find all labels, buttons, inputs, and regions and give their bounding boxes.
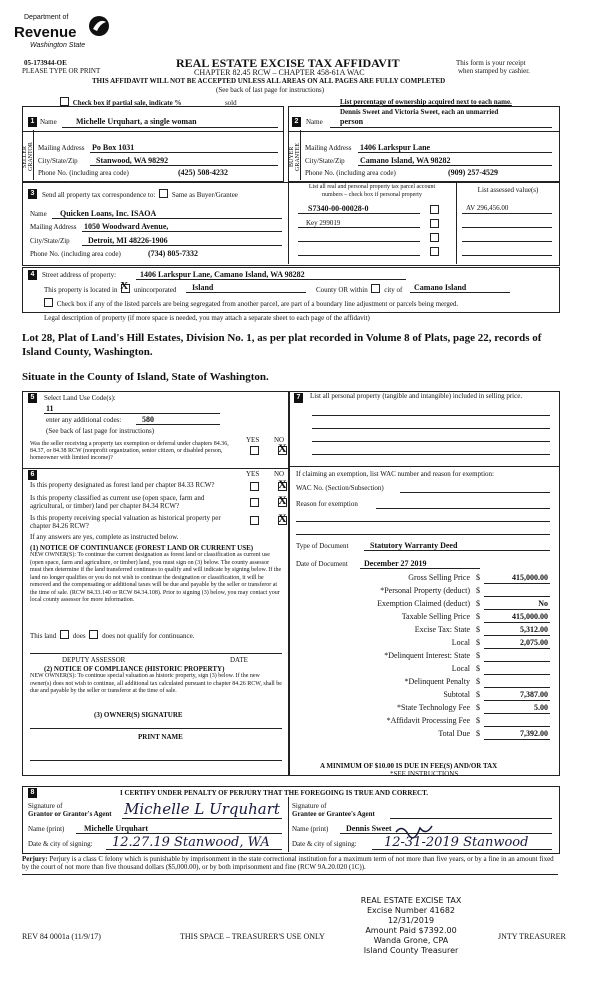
tax-row-label: Local: [451, 638, 470, 647]
seller-city-line: [90, 165, 278, 166]
unincorporated-x-mark: X: [120, 280, 129, 292]
county-label: County OR within: [316, 286, 368, 294]
tax-row-dollar: $: [476, 716, 480, 725]
grantee-name-label: Name (print): [292, 825, 329, 833]
q3-no-x-mark: X: [278, 511, 287, 525]
grantee-sig-label-1: Signature of: [292, 802, 327, 810]
land-use-line: [44, 413, 220, 414]
correspondence-send-label: Send all property tax correspondence to:: [42, 191, 156, 199]
buyer-phone-label: Phone No. (including area code): [305, 169, 396, 177]
reason-line-2: [296, 521, 550, 522]
grantor-sig-line: [122, 818, 282, 819]
grantee-name-line: [340, 833, 552, 834]
tax-row-label: Taxable Selling Price: [401, 612, 470, 621]
receipt-note-1: This form is your receipt: [456, 59, 526, 67]
grantee-date-line: [372, 849, 552, 850]
tax-row-line: [484, 622, 550, 623]
dept-small-text: Department of: [24, 14, 69, 21]
see-back-note: (See back of last page for instructions): [216, 86, 325, 94]
form-warning: THIS AFFIDAVIT WILL NOT BE ACCEPTED UNLESS ALL AREAS ON ALL PAGES ARE FULLY COMPLETED: [92, 77, 446, 85]
land-use-label: Select Land Use Code(s):: [44, 394, 116, 402]
seller-name-divider: [22, 131, 283, 132]
doc-date-line: [360, 568, 480, 569]
buyer-phone[interactable]: (909) 257-4529: [448, 168, 498, 177]
reason-line-1: [376, 508, 550, 509]
revenue-logo: [6, 10, 116, 60]
street-line: [136, 279, 406, 280]
recording-stamp: [340, 896, 482, 964]
tax-row-dollar: $: [476, 638, 480, 647]
see-instructions: *SEE INSTRUCTIONS: [390, 770, 459, 778]
stamp-line-1: REAL ESTATE EXCISE TAX: [360, 896, 462, 905]
dept-big-text: Revenue: [14, 24, 77, 41]
corr-city-label: City/State/Zip: [30, 237, 70, 245]
tax-row-dollar: $: [476, 599, 480, 608]
county-row: [316, 284, 402, 294]
print-name-line: [30, 760, 282, 761]
perjury-note: [22, 855, 562, 871]
grantee-date-city[interactable]: 12-31-2019 Stanwood: [384, 835, 529, 850]
exemption-no-checkbox[interactable]: [278, 441, 287, 455]
wac-label: WAC No. (Section/Subsection): [296, 484, 384, 492]
grantor-date-line: [106, 849, 282, 850]
q2-no-x-mark: X: [278, 493, 287, 507]
tax-row-dollar: $: [476, 573, 480, 582]
land-use-no: NO: [274, 436, 285, 444]
land-use-yes: YES: [246, 436, 260, 444]
buyer-address[interactable]: 1406 Larkspur Lane: [360, 143, 431, 152]
corr-name-label: Name: [30, 210, 47, 218]
notice1-text: NEW OWNER(S): To continue the current designation as forest land or classification as current use (open space, farm and agriculture, or timber) land, you must sign on (3) below. The county assessor must then determine if the land transferred continues to qualify and will indicate by signing below. If the land no longer qualifies or you do not wish to continue the designation or classification, it will be removed and the compensating or additional taxes will be due and payable by the seller or transferor at the time of sale. (RCW 84.33.140 or RCW 84.34.108). Prior to signing (3) below, you may contact your local county assessor for more information.: [30, 552, 282, 603]
tax-row-dollar: $: [476, 703, 480, 712]
assessed-line-3: [462, 241, 552, 242]
form-revision: REV 84 0001a (11/9/17): [22, 932, 101, 941]
q3-no-checkbox[interactable]: [278, 511, 287, 525]
tax-row-value[interactable]: 5.00: [534, 703, 548, 712]
corr-name-line: [52, 218, 282, 219]
seller-name-label: Name: [40, 118, 57, 126]
parcel-2[interactable]: Key 299019: [306, 219, 341, 227]
grantee-date-city-label: Date & city of signing:: [292, 840, 357, 848]
form-id: 05-173944-OE: [24, 59, 67, 67]
tax-row-line: [484, 726, 550, 727]
q3-yes-checkbox[interactable]: [250, 516, 259, 525]
doc-type[interactable]: Statutory Warranty Deed: [370, 541, 458, 550]
stamp-line-4: Amount Paid $7392.00: [365, 926, 457, 935]
form-title: REAL ESTATE EXCISE TAX AFFIDAVIT: [176, 56, 400, 70]
partial-sale-label: Check box if partial sale, indicate %: [72, 99, 182, 107]
q2-current-use: Is this property classified as current use (open space, farm and agricultural, or timber) land per chapter 84.34 RCW?: [30, 494, 205, 510]
state-text: Washington State: [30, 42, 86, 49]
section-4-badge: 4: [28, 270, 37, 280]
tax-row-value[interactable]: 2,075.00: [520, 638, 548, 647]
does-not-checkbox[interactable]: [89, 630, 98, 639]
tax-row-label: Total Due: [438, 729, 470, 738]
same-as-buyer-label: Same as Buyer/Grantee: [171, 191, 238, 199]
deputy-label: DEPUTY ASSESSOR: [62, 656, 126, 664]
perjury-title: Perjury:: [22, 855, 48, 863]
tax-row-label: Local: [451, 664, 470, 673]
grantor-date-city-label: Date & city of signing:: [28, 840, 93, 848]
tax-row-line: [484, 661, 550, 662]
section-7-badge: 7: [294, 393, 303, 403]
grantor-name[interactable]: Michelle Urquhart: [84, 824, 149, 833]
grantor-signature[interactable]: Michelle L Urquhart: [124, 800, 280, 818]
personal-line-3: [312, 441, 550, 442]
corr-address[interactable]: 1050 Woodward Avenue,: [84, 222, 169, 231]
section-8-badge: 8: [28, 788, 37, 798]
seller-name-line: [62, 127, 278, 128]
deputy-date-label: DATE: [230, 656, 248, 664]
stamp-line-5: Wanda Grone, CPA: [373, 936, 449, 945]
tax-row-line: [484, 648, 550, 649]
section7-divider: [288, 466, 559, 467]
buyer-name-line: [330, 127, 552, 128]
doc-type-line: [364, 550, 550, 551]
q2-no-checkbox[interactable]: [278, 493, 287, 507]
tax-row-label: Excise Tax: State: [414, 625, 470, 634]
reason-line-3: [296, 534, 550, 535]
section-6-badge: 6: [28, 470, 37, 480]
assessed-header: List assessed value(s): [477, 186, 539, 194]
seller-address-line: [90, 152, 278, 153]
buyer-city-line: [358, 165, 552, 166]
corr-phone[interactable]: (734) 805-7332: [148, 249, 198, 258]
buyer-side-label: BUYER GRANTEE: [289, 143, 301, 171]
tax-row-dollar: $: [476, 729, 480, 738]
seller-city[interactable]: Stanwood, WA 98292: [96, 156, 169, 165]
stamp-line-3: 12/31/2019: [387, 916, 435, 925]
parcels-header-1: List all real and personal property tax parcel account: [308, 184, 436, 190]
tax-row-dollar: $: [476, 651, 480, 660]
treasurer-use-label: THIS SPACE – TREASURER'S USE ONLY: [180, 932, 325, 941]
does-not-label: does not qualify for continuance.: [102, 632, 195, 640]
section-2-badge: 2: [292, 117, 301, 127]
q1-yes-checkbox[interactable]: [250, 482, 259, 491]
doc-date-label: Date of Document: [296, 560, 348, 568]
grantee-sig-line: [390, 818, 552, 819]
assessed-line-2: [462, 227, 552, 228]
buyer-side-divider: [300, 130, 301, 180]
minimum-note: A MINIMUM OF $10.00 IS DUE IN FEE(S) AND/OR TAX: [320, 762, 498, 770]
tax-row-dollar: $: [476, 612, 480, 621]
q1-no-checkbox[interactable]: [278, 477, 287, 491]
tax-row-line: [484, 739, 550, 740]
additional-line: [136, 424, 220, 425]
segregate-checkbox[interactable]: [44, 298, 53, 307]
located-row: [44, 280, 177, 294]
tax-row-label: *Delinquent Interest: State: [384, 651, 470, 660]
parcels-header-2: numbers – check box if personal property: [322, 192, 422, 198]
city-of-checkbox[interactable]: [371, 284, 380, 293]
grantee-sig-label-2: Grantee or Grantee's Agent: [292, 810, 375, 818]
corr-address-line: [82, 231, 282, 232]
buyer-name-line1[interactable]: Dennis Sweet and Victoria Sweet, each an unmarried: [340, 108, 499, 116]
notice2-title: (2) NOTICE OF COMPLIANCE (HISTORIC PROPERTY): [44, 665, 225, 673]
buyer-address-line: [358, 152, 552, 153]
buyer-address-label: Mailing Address: [305, 144, 352, 152]
form-chapter: CHAPTER 82.45 RCW – CHAPTER 458-61A WAC: [194, 68, 365, 77]
parcel-1[interactable]: S7340-00-00028-0: [308, 204, 369, 213]
city-line: [410, 292, 510, 293]
parcel-line-3: [298, 241, 420, 242]
segregate-row: [42, 298, 458, 308]
tax-row-value[interactable]: No: [538, 599, 548, 608]
section6-yes: YES: [246, 470, 260, 478]
tax-row-label: Gross Selling Price: [408, 573, 470, 582]
tax-row-dollar: $: [476, 690, 480, 699]
personal-line-1: [312, 415, 550, 416]
grantor-name-label: Name (print): [28, 825, 65, 833]
additional-codes-label: enter any additional codes:: [46, 416, 122, 424]
tax-row-dollar: $: [476, 677, 480, 686]
tax-row-line: [484, 713, 550, 714]
seller-address-label: Mailing Address: [38, 144, 85, 152]
corr-name[interactable]: Quicken Loans, Inc. ISAOA: [60, 209, 157, 218]
section8-divider: [288, 797, 289, 852]
tax-row-value[interactable]: 7,392.00: [520, 729, 548, 738]
print-name-label: PRINT NAME: [138, 733, 183, 741]
notice2-text: NEW OWNER(S): To continue special valuation as historic property, sign (3) below. If the new owner(s) does not wish to continue, all additional tax calculated pursuant to chapter 84.26 RCW, shall be due and payable by the seller or transferor at the time of sale.: [30, 673, 282, 694]
tax-row-dollar: $: [476, 664, 480, 673]
buyer-city[interactable]: Camano Island, WA 98282: [360, 156, 451, 165]
corr-phone-label: Phone No. (including area code): [30, 250, 121, 258]
tax-row-value[interactable]: 5,312.00: [520, 625, 548, 634]
tax-row-value[interactable]: 415,000.00: [512, 573, 548, 582]
correspondence-divider: [288, 182, 289, 264]
buyer-name-label: Name: [306, 118, 323, 126]
owner-signature-label: (3) OWNER(S) SIGNATURE: [94, 711, 183, 719]
parcel-line-2: [298, 227, 420, 228]
stamp-line-2: Excise Number 41682: [366, 906, 456, 915]
ownership-label: List percentage of ownership acquired next to each name.: [340, 98, 512, 106]
seller-phone-label: Phone No. (including area code): [38, 169, 129, 177]
land-use-see-back: (See back of last page for instructions): [46, 427, 155, 435]
q2-yes-checkbox[interactable]: [250, 498, 259, 507]
sold-label: sold: [224, 99, 237, 107]
street-label: Street address of property:: [42, 271, 117, 279]
tax-row-label: *Personal Property (deduct): [380, 586, 470, 595]
grantor-sig-label-1: Signature of: [28, 802, 63, 810]
exemption-yes-checkbox[interactable]: [250, 446, 259, 455]
correspondence-send-row: [42, 189, 238, 199]
personal-line-2: [312, 428, 550, 429]
buyer-city-label: City/State/Zip: [305, 157, 345, 165]
unincorporated-checkbox[interactable]: [120, 280, 130, 293]
seller-name[interactable]: Michelle Urquhart, a single woman: [76, 117, 197, 126]
tax-row-line: [484, 635, 550, 636]
seller-side-divider: [33, 130, 34, 180]
section-1-badge: 1: [28, 117, 37, 127]
located-line: [186, 292, 306, 293]
tax-row-value[interactable]: 415,000.00: [512, 612, 548, 621]
print-note: PLEASE TYPE OR PRINT: [22, 67, 101, 75]
corr-address-label: Mailing Address: [30, 223, 77, 231]
grantor-sig-label-2: Grantor or Grantor's Agent: [28, 810, 112, 818]
tax-row-value[interactable]: 7,387.00: [520, 690, 548, 699]
land-use-code[interactable]: 11: [46, 404, 54, 413]
receipt-note-2: when stamped by cashier.: [458, 67, 530, 75]
same-as-buyer-checkbox[interactable]: [159, 189, 168, 198]
corr-city-line: [82, 245, 282, 246]
seller-phone[interactable]: (425) 508-4232: [178, 168, 228, 177]
doc-date[interactable]: December 27 2019: [364, 559, 427, 568]
assessed-line-1: [462, 213, 552, 214]
street-address[interactable]: 1406 Larkspur Lane, Camano Island, WA 98282: [140, 270, 305, 279]
perjury-rule: [22, 874, 558, 875]
tax-row-label: Subtotal: [443, 690, 470, 699]
city-of-label: city of: [384, 286, 403, 294]
located-label: This property is located in: [44, 286, 118, 294]
deputy-line: [30, 653, 282, 654]
parcel-line-1: [298, 213, 420, 214]
if-yes-note: If any answers are yes, complete as instructed below.: [30, 533, 179, 541]
perjury-text: Perjury is a class C felony which is punishable by imprisonment in the state correctional institution for a maximum term of not more than five years, or by a fine in an amount fixed by the court of not more than five thousand dollars ($5,000.00), or by both imprisonment and fine (RCW 9A.20.020 (1C)).: [22, 855, 554, 871]
buyer-name-line2[interactable]: person: [340, 117, 364, 126]
q1-no-x-mark: X: [278, 477, 287, 491]
additional-codes[interactable]: 580: [142, 415, 154, 424]
tax-row-dollar: $: [476, 586, 480, 595]
section6-no: NO: [274, 470, 285, 478]
tax-row-label: *State Technology Fee: [396, 703, 470, 712]
tax-row-line: [484, 596, 550, 597]
assessed-value-1[interactable]: AV 296,456.00: [466, 204, 509, 212]
does-checkbox[interactable]: [60, 630, 69, 639]
tax-row-line: [484, 700, 550, 701]
parcel-checkbox-1[interactable]: [430, 205, 439, 214]
certify-statement: I CERTIFY UNDER PENALTY OF PERJURY THAT THE FOREGOING IS TRUE AND CORRECT.: [120, 789, 429, 797]
parcel-checkbox-3[interactable]: [430, 233, 439, 242]
continuance-row: [30, 630, 194, 640]
legal-line-3[interactable]: Situate in the County of Island, State of Washington.: [22, 371, 269, 383]
wac-line: [400, 492, 550, 493]
doc-type-label: Type of Document: [296, 542, 349, 550]
tax-row-line: [484, 674, 550, 675]
segregate-label: Check box if any of the listed parcels are being segregated from another parcel, are part of a boundary line adjustment or parcels being merged.: [56, 300, 459, 308]
reason-label: Reason for exemption: [296, 500, 358, 508]
unincorporated-label: unincorporated: [133, 286, 177, 294]
parcel-checkbox-2[interactable]: [430, 219, 439, 228]
seller-address[interactable]: Po Box 1031: [92, 143, 135, 152]
buyer-name-divider: [288, 131, 559, 132]
exemption-claim-label: If claiming an exemption, list WAC number and reason for exemption:: [296, 470, 494, 478]
assessed-divider: [456, 182, 457, 264]
assessed-line-4: [462, 255, 552, 256]
this-land-label: This land: [30, 632, 57, 640]
seller-city-label: City/State/Zip: [38, 157, 78, 165]
exemption-no-x-mark: X: [278, 441, 287, 455]
tax-row-label: Exemption Claimed (deduct): [377, 599, 470, 608]
tax-row-line: [484, 609, 550, 610]
does-label: does: [72, 632, 86, 640]
parcel-line-4: [298, 255, 420, 256]
tax-row-label: *Affidavit Processing Fee: [386, 716, 470, 725]
owner-signature-line: [30, 728, 282, 729]
legal-line-1[interactable]: Lot 28, Plat of Land's Hill Estates, Division No. 1, as per plat recorded in Volume 8 of Plats, page 22, records of: [22, 332, 542, 344]
seller-side-label: SELLER GRANTOR: [22, 142, 34, 172]
revenue-logo-icon: [88, 14, 110, 38]
tax-row-line: [484, 583, 550, 584]
personal-property-label: List all personal property (tangible and intangible) included in selling price.: [310, 392, 523, 400]
legal-line-2[interactable]: Island County, Washington.: [22, 346, 153, 358]
grantor-name-line: [76, 833, 282, 834]
legal-label: Legal description of property (if more space is needed, you may attach a separate sheet to each page of the affidavit): [44, 314, 370, 322]
stamp-line-6: Island County Treasurer: [363, 946, 459, 955]
tax-row-label: *Delinquent Penalty: [404, 677, 470, 686]
section-5-badge: 5: [28, 393, 37, 403]
q1-forest: Is this property designated as forest land per chapter 84.33 RCW?: [30, 481, 215, 489]
q3-historic: Is this property receiving special valuation as historical property per chapter 84.26 RCW?: [30, 514, 221, 530]
personal-line-4: [312, 454, 550, 455]
treasurer-right-label: JNTY TREASURER: [498, 932, 566, 941]
city-value[interactable]: Camano Island: [414, 283, 467, 292]
tax-row-dollar: $: [476, 625, 480, 634]
grantee-name[interactable]: Dennis Sweet: [346, 824, 392, 833]
exemption-question: Was the seller receiving a property tax exemption or deferral under chapters 84.36, 84.37, or 84.38 RCW (nonprofit organization, senior citizen, or disabled person, homeowner with limited income)?: [30, 441, 229, 461]
located-value[interactable]: Island: [192, 283, 214, 292]
corr-city[interactable]: Detroit, MI 48226-1906: [88, 236, 168, 245]
grantor-date-city[interactable]: 12.27.19 Stanwood, WA: [112, 835, 270, 850]
section-3-badge: 3: [28, 189, 37, 199]
tax-row-line: [484, 687, 550, 688]
partial-sale-checkbox[interactable]: [60, 97, 69, 106]
parcel-checkbox-4[interactable]: [430, 247, 439, 256]
notice1-title: (1) NOTICE OF CONTINUANCE (FOREST LAND OR CURRENT USE): [30, 544, 254, 552]
